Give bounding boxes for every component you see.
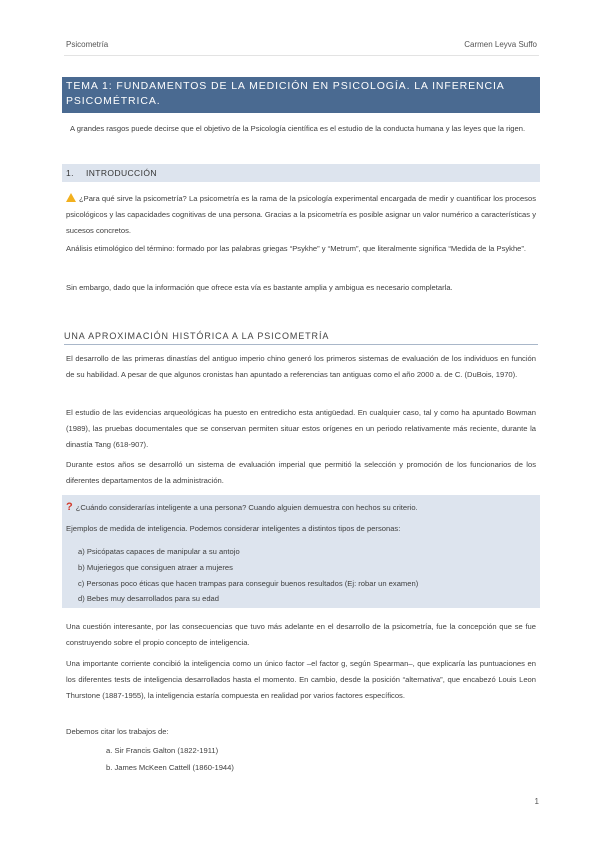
- callout-question: [66, 500, 536, 516]
- warning-icon: [66, 193, 76, 202]
- list-item: d) Bebes muy desarrollados para su edad: [78, 594, 219, 603]
- intro-paragraph-2: Análisis etimológico del término: formado por las palabras griegas “Psykhe” y “Metrum”, que literalmente significa “Medida de la Psykhe”.: [66, 244, 527, 253]
- section-heading-historia: UNA APROXIMACIÓN HISTÓRICA A LA PSICOMETRÍA: [64, 328, 538, 345]
- history-paragraph-3: Durante estos años se desarrolló un sistema de evaluación imperial que permitió la selección y promoción de los funcionarios de los diferentes departamentos de la administración.: [66, 460, 536, 485]
- reference-item: b. James McKeen Cattell (1860-1944): [106, 763, 234, 772]
- header-author: Carmen Leyva Suffo: [464, 40, 537, 49]
- intro-paragraph-1-text: ¿Para qué sirve la psicometría? La psicometría es la rama de la psicología experimental encargada de medir y cuantificar los procesos psicológicos y las capacidades cognitivas de una persona. Gracias a la psicometría es posible asignar un valor numérico a características y sucesos concretos.: [66, 194, 536, 235]
- section-number: 1.: [66, 168, 74, 178]
- callout-lead: Ejemplos de medida de inteligencia. Podemos considerar inteligentes a distintos tipos de personas:: [66, 524, 401, 533]
- section-title: INTRODUCCIÓN: [86, 168, 157, 178]
- history-paragraph-1: El desarrollo de las primeras dinastías del antiguo imperio chino generó los primeros sistemas de evaluación de los individuos en función de su habilidad. A pesar de que algunos cronistas han apuntado a referencias tan antiguas como el año 2000 a. de C. (DuBois, 1970).: [66, 354, 536, 379]
- question-icon: ?: [66, 501, 73, 513]
- list-item: c) Personas poco éticas que hacen trampas para conseguir buenos resultados (Ej: robar un examen): [78, 579, 419, 588]
- section-heading-introduccion: [62, 164, 540, 182]
- callout-question-text: ¿Cuándo considerarías inteligente a una persona? Cuando alguien demuestra con hechos su criterio.: [75, 503, 418, 512]
- reference-item: a. Sir Francis Galton (1822-1911): [106, 746, 219, 755]
- header-divider: [64, 55, 539, 56]
- intro-paragraph: A grandes rasgos puede decirse que el objetivo de la Psicología científica es el estudio de la conducta humana y las leyes que la rigen.: [70, 124, 526, 133]
- list-item: a) Psicópatas capaces de manipular a su antojo: [78, 547, 240, 556]
- body-paragraph-1: Una cuestión interesante, por las consecuencias que tuvo más adelante en el desarrollo de la psicometría, fue la concepción que se fue construyendo sobre el propio concepto de inteligencia.: [66, 622, 536, 647]
- body-paragraph-2: Una importante corriente concibió la inteligencia como un único factor –el factor g, según Spearman–, que explicaría las puntuaciones en los diferentes tests de inteligencia desarrollados hasta el momento. En cambio, desde la posición “alternativa”, que encabezó Louis Leon Thurstone (1887-1955), la inteligencia estaría compuesta en realidad por varios factores específicos.: [66, 659, 536, 700]
- intro-paragraph-1: [66, 191, 536, 238]
- list-item: b) Mujeriegos que consiguen atraer a mujeres: [78, 563, 233, 572]
- body-paragraph-3: Debemos citar los trabajos de:: [66, 727, 169, 736]
- page-number: 1: [534, 797, 539, 806]
- header-subject: Psicometría: [66, 40, 109, 49]
- chapter-title: TEMA 1: FUNDAMENTOS DE LA MEDICIÓN EN PSICOLOGÍA. LA INFERENCIA PSICOMÉTRICA.: [62, 77, 540, 113]
- history-paragraph-2: El estudio de las evidencias arqueológicas ha puesto en entredicho esta antigüedad. En cualquier caso, tal y como ha apuntado Bowman (1989), las pruebas documentales que se conservan permiten situar estos orígenes en un periodo relativamente más reciente, durante la dinastía Tang (618-907).: [66, 408, 536, 449]
- intro-paragraph-3: Sin embargo, dado que la información que ofrece esta vía es bastante amplia y ambigua es necesario completarla.: [66, 283, 453, 292]
